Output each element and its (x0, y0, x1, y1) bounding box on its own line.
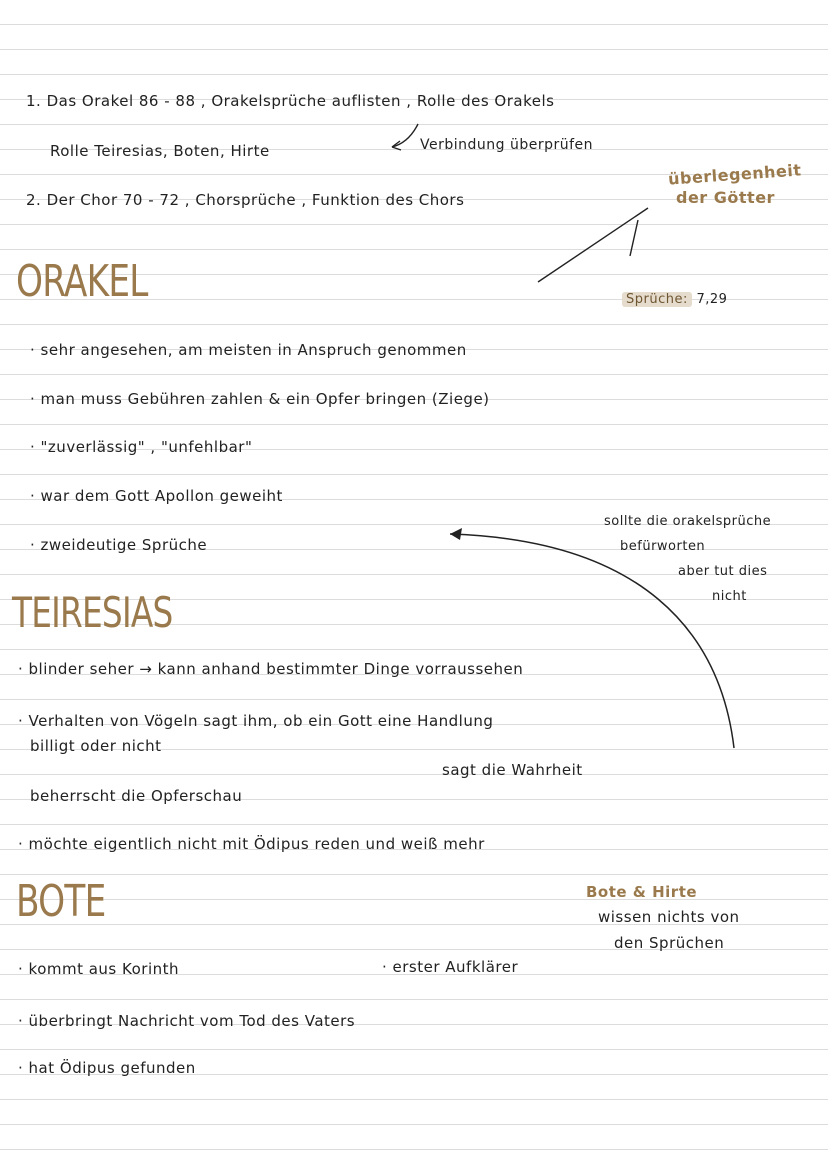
heading-bote: BOTE (16, 876, 106, 927)
heading-orakel: ORAKEL (16, 256, 148, 307)
side-note-superiority-1: überlegenheit (667, 160, 803, 189)
orakel-note-1: sollte die orakelsprüche (604, 514, 772, 529)
side-note-superiority-2: der Götter (676, 188, 775, 207)
teiresias-bullet-2a: · Verhalten von Vögeln sagt ihm, ob ein Gott eine Handlung (18, 712, 494, 730)
overview-line-1b: Rolle Teiresias, Boten, Hirte (50, 142, 270, 160)
teiresias-bullet-2b: billigt oder nicht (30, 737, 162, 755)
bote-side-1: Bote & Hirte (586, 883, 698, 901)
orakel-note-3: aber tut dies (678, 564, 768, 579)
heading-teiresias: TEIRESIAS (12, 588, 173, 637)
superiority-line (538, 208, 648, 282)
orakel-bullet-1: · sehr angesehen, am meisten in Anspruch genommen (30, 341, 467, 359)
teiresias-truth-note: sagt die Wahrheit (442, 761, 583, 779)
orakel-tag-value: 7,29 (696, 292, 728, 307)
orakel-note-4: nicht (712, 589, 747, 604)
overview-line-1: 1. Das Orakel 86 - 88 , Orakelsprüche auflisten , Rolle des Orakels (26, 92, 555, 110)
overview-arrow-note: Verbindung überprüfen (420, 137, 594, 153)
bote-bullet-1-note: · erster Aufklärer (382, 958, 519, 976)
overview-line-2: 2. Der Chor 70 - 72 , Chorsprüche , Funktion des Chors (26, 191, 465, 209)
orakel-bullet-2: · man muss Gebühren zahlen & ein Opfer bringen (Ziege) (30, 390, 490, 408)
teiresias-bullet-1: · blinder seher → kann anhand bestimmter Dinge vorraussehen (18, 660, 524, 678)
superiority-tick (630, 220, 638, 256)
teiresias-bullet-3: beherrscht die Opferschau (30, 787, 243, 805)
bote-side-2: wissen nichts von (598, 908, 740, 926)
bote-bullet-2: · überbringt Nachricht vom Tod des Vaters (18, 1012, 356, 1030)
orakel-bullet-4: · war dem Gott Apollon geweiht (30, 487, 283, 505)
orakel-tag-label: Sprüche: (622, 292, 692, 307)
teiresias-bullet-4: · möchte eigentlich nicht mit Ödipus reden und weiß mehr (18, 835, 485, 853)
bote-side-3: den Sprüchen (614, 934, 725, 952)
orakel-bullet-3: · "zuverlässig" , "unfehlbar" (30, 438, 253, 456)
curved-arrow (450, 534, 734, 748)
orakel-note-2: befürworten (620, 539, 706, 554)
curved-arrow-head (450, 528, 462, 540)
bote-bullet-3: · hat Ödipus gefunden (18, 1059, 196, 1077)
orakel-bullet-5: · zweideutige Sprüche (30, 536, 208, 554)
bote-bullet-1: · kommt aus Korinth (18, 960, 180, 978)
